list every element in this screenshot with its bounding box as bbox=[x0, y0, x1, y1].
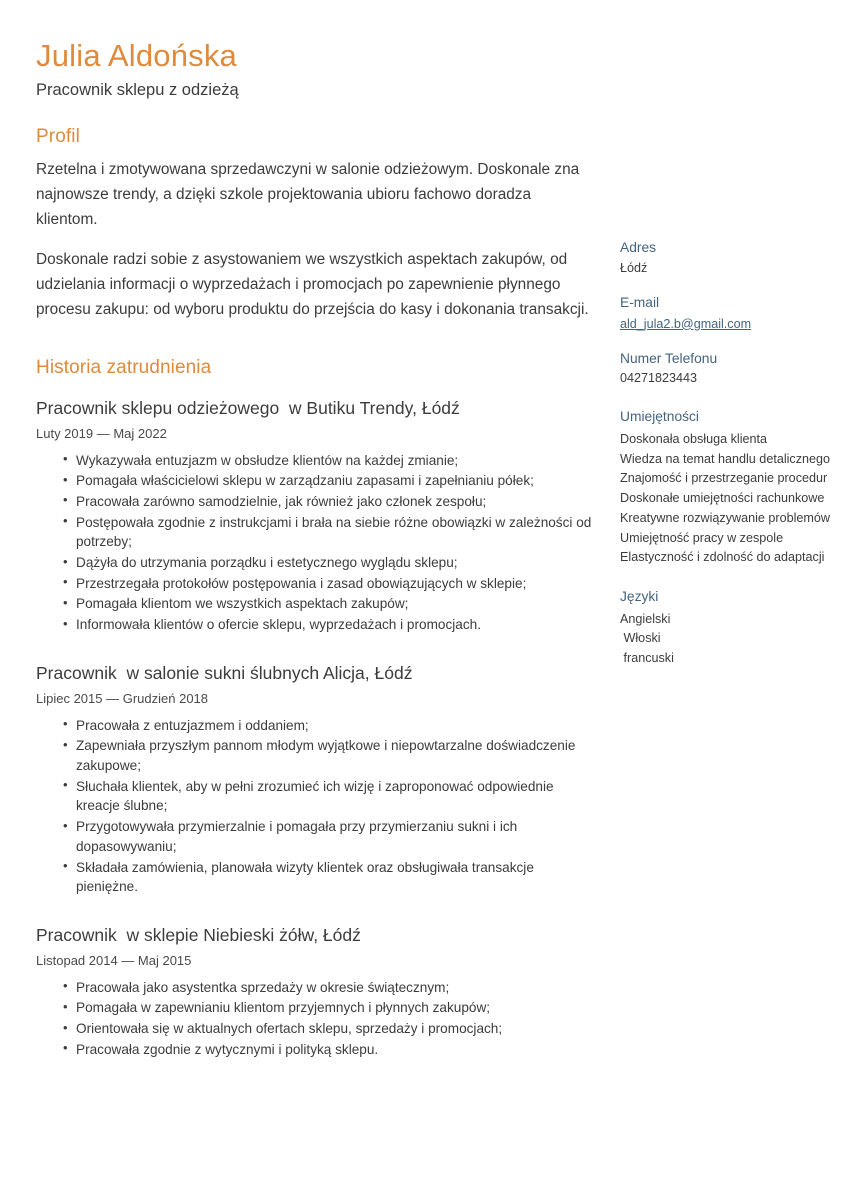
contact-phone-label: Numer Telefonu bbox=[620, 350, 718, 366]
skill-item: Znajomość i przestrzeganie procedur bbox=[620, 471, 828, 486]
contact-email-label: E-mail bbox=[620, 295, 660, 311]
job-bullet: • Słuchała klientek, aby w pełni zrozumieć ich wizję i zaproponować odpowiednie kreacje ślubne; bbox=[61, 777, 592, 816]
job-bullet: • Pomagała w zapewnianiu klientom przyjemnych i płynnych zakupów; bbox=[61, 998, 592, 1018]
languages-list bbox=[620, 611, 842, 667]
job-title: Pracownik sklepu odzieżowego w Butiku Trendy, Łódź bbox=[36, 397, 460, 418]
main-column bbox=[36, 126, 592, 1060]
job-bullet: • Pracowała z entuzjazmem i oddaniem; bbox=[61, 716, 592, 736]
candidate-name: Julia Aldońska bbox=[36, 38, 237, 73]
job-bullet: • Przestrzegała protokołów postępowania i zasad obowiązujących w sklepie; bbox=[61, 574, 592, 594]
contact-section bbox=[620, 239, 842, 387]
profile-paragraph: Rzetelna i zmotywowana sprzedawczyni w salonie odzieżowym. Doskonale zna najnowsze trendy, a dzięki szkole projektowania ubioru fachowo doradza klientom. bbox=[36, 161, 580, 229]
profile-paragraph: Doskonale radzi sobie z asystowaniem we wszystkich aspektach zakupów, od udzielania informacji o wyprzedażach i promocjach po zapewnienie płynnego procesu zakupu: od wyboru produktu do przejścia do kasy i dokonania transakcji. bbox=[36, 251, 589, 318]
contact-address-value: Łódź bbox=[620, 261, 648, 276]
contact-phone bbox=[620, 350, 842, 388]
skill-item: Kreatywne rozwiązywanie problemów bbox=[620, 510, 830, 525]
employment-section bbox=[36, 357, 592, 1060]
job-bullet: • Wykazywała entuzjazm w obsłudze klientów na każdej zmianie; bbox=[61, 451, 592, 471]
job-bullet: • Pracowała zgodnie z wytycznymi i polityką sklepu. bbox=[61, 1040, 592, 1060]
skill-item: Wiedza na temat handlu detalicznego bbox=[620, 451, 831, 466]
skill-item: Elastyczność i zdolność do adaptacji bbox=[620, 550, 825, 565]
contact-phone-value: 04271823443 bbox=[620, 371, 698, 386]
skill-item: Doskonała obsługa klienta bbox=[620, 431, 768, 446]
job-bullet: • Postępowała zgodnie z instrukcjami i brała na siebie różne obowiązki w zależności od potrzeby; bbox=[61, 513, 592, 552]
job-bullets bbox=[36, 978, 592, 1060]
skills-heading: Umiejętności bbox=[620, 409, 699, 425]
candidate-job-title: Pracownik sklepu z odzieżą bbox=[36, 80, 239, 99]
resume-body bbox=[36, 126, 831, 1060]
language-item: francuski bbox=[620, 651, 674, 666]
job-entry bbox=[36, 398, 592, 635]
job-bullet: • Zapewniała przyszłym pannom młodym wyjątkowe i niepowtarzalne doświadczenie zakupowe; bbox=[61, 736, 592, 775]
job-bullet: • Pracowała zarówno samodzielnie, jak również jako członek zespołu; bbox=[61, 492, 592, 512]
job-bullets bbox=[36, 451, 592, 635]
job-entry bbox=[36, 925, 592, 1060]
job-title: Pracownik w salonie sukni ślubnych Alicja, Łódź bbox=[36, 662, 413, 683]
language-item: Angielski bbox=[620, 611, 671, 626]
job-bullet: • Pomagała właścicielowi sklepu w zarządzaniu zapasami i zapełnianiu półek; bbox=[61, 471, 592, 491]
job-title: Pracownik w sklepie Niebieski żółw, Łódź bbox=[36, 924, 361, 945]
job-bullet: • Pomagała klientom we wszystkich aspektach zakupów; bbox=[61, 594, 592, 614]
sidebar-column bbox=[620, 126, 842, 666]
employment-heading: Historia zatrudnienia bbox=[36, 356, 212, 378]
job-bullet: • Pracowała jako asystentka sprzedaży w okresie świątecznym; bbox=[61, 978, 592, 998]
resume-header bbox=[36, 38, 818, 100]
skills-list bbox=[620, 431, 842, 566]
job-bullet: • Składała zamówienia, planowała wizyty klientek oraz obsługiwała transakcje pieniężne. bbox=[61, 858, 592, 897]
job-entry bbox=[36, 663, 592, 897]
job-bullet: • Informowała klientów o ofercie sklepu, wyprzedażach i promocjach. bbox=[61, 615, 592, 635]
job-bullet: • Dążyła do utrzymania porządku i estetycznego wyglądu sklepu; bbox=[61, 553, 592, 573]
contact-address bbox=[620, 239, 842, 277]
job-dates: Listopad 2014 — Maj 2015 bbox=[36, 952, 192, 968]
skill-item: Doskonałe umiejętności rachunkowe bbox=[620, 491, 825, 506]
profile-heading: Profil bbox=[36, 126, 80, 148]
contact-address-label: Adres bbox=[620, 240, 657, 256]
language-item: Włoski bbox=[620, 631, 661, 646]
job-dates: Luty 2019 — Maj 2022 bbox=[36, 425, 167, 441]
job-bullets bbox=[36, 716, 592, 897]
skills-section bbox=[620, 408, 842, 566]
job-bullet: • Przygotowywała przymierzalnie i pomagała przy przymierzaniu sukni i ich dopasowywaniu; bbox=[61, 817, 592, 856]
job-bullet: • Orientowała się w aktualnych ofertach sklepu, sprzedaży i promocjach; bbox=[61, 1019, 592, 1039]
languages-section bbox=[620, 588, 842, 667]
profile-section bbox=[36, 126, 592, 323]
profile-paragraphs bbox=[36, 158, 592, 323]
languages-heading: Języki bbox=[620, 589, 659, 605]
skill-item: Umiejętność pracy w zespole bbox=[620, 530, 784, 545]
contact-email bbox=[620, 294, 842, 333]
job-dates: Lipiec 2015 — Grudzień 2018 bbox=[36, 690, 209, 706]
contact-email-link[interactable]: ald_jula2.b@gmail.com bbox=[620, 316, 752, 331]
